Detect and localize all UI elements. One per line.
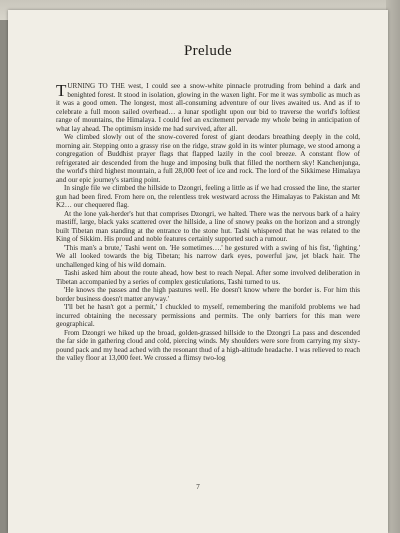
paragraph-2: We climbed slowly out of the snow-covered forest of giant deodars breathing deeply in the cold, morning air. Stepping onto a grassy rise on the ridge, straw gold in its winter plumage, we stood among a congregation of Buddhist prayer flags that flapped lazily in the cool breeze. A constant flow of refrigerated air descended from the huge and imposing bulk that filled the northern sky! Kanchenjunga, the world's third highest mountain, a full 28,000 feet of ice and rock. The lord of the Sikkimese Himalaya and our epic journey's starting point. [56, 133, 360, 184]
chapter-body [56, 82, 360, 482]
paragraph-6: Tashi asked him about the route ahead, how best to reach Nepal. After some involved deliberation in Tibetan accompanied by a series of complex gesticulations, Tashi turned to us. [56, 269, 360, 286]
paragraph-1 [56, 82, 360, 133]
page-number: 7 [196, 483, 200, 491]
paragraph-9: From Dzongri we hiked up the broad, golden-grassed hillside to the Dzongri La pass and descended the far side in gathering cloud and cold, piercing winds. My shoulders were sore from carrying my sixty-pound pack and my head ached with the resonant thud of a high-altitude headache. I was relieved to reach the valley floor at 13,000 feet. We crossed a flimsy two-log [56, 328, 360, 362]
background-edge [386, 0, 400, 533]
paragraph-3: In single file we climbed the hillside to Dzongri, feeling a little as if we had crossed the line, the starter gun had been fired. From here on, the relentless trek westward across the Himalayas to Pakistan and Mt K2… our chequered flag. [56, 184, 360, 209]
paragraph-4: At the lone yak-herder's hut that comprises Dzongri, we halted. There was the nervous bark of a hairy mastiff, large, black yaks scattered over the hillside, a line of snowy peaks on the horizon and a strongly built Tibetan man standing at the entrance to the stone hut. Tashi whispered that he was related to the King of Sikkim. His proud and noble features certainly supported such a rumour. [56, 209, 360, 243]
paragraph-8: 'I'll bet he hasn't got a permit,' I chuckled to myself, remembering the manifold problems we had incurred obtaining the necessary permissions and permits. The only barriers for this man were geographical. [56, 303, 360, 328]
opening-words: URNING TO THE [67, 82, 125, 90]
paragraph-7: 'He knows the passes and the high pastures well. He doesn't know where the border is. For him this border business doesn't matter anyway.' [56, 286, 360, 303]
paragraph-5: 'This man's a brute,' Tashi went on. 'He sometimes….' he gestured with a swing of his fist, 'fighting.' We all looked towards the big Tibetan; his narrow dark eyes, powerful jaw, jet black hair. The unchallenged king of his wild domain. [56, 243, 360, 269]
chapter-title: Prelude [184, 43, 232, 59]
paragraph-1-text: west, I could see a snow-white pinnacle protruding from behind a dark and benighted forest. It stood in isolation, glowing in the waxen light. For me it was symbolic as much as it was a good omen. The longest, most all-consuming adventure of our lives awaited us. And as if to celebrate a full moon sailed overhead… a lunar spotlight upon our bid to traverse the world's loftiest range of mountains, the Himalaya. I could feel an excitement pervade my whole being in anticipation of what lay ahead. The optimism inside me had survived, after all. [56, 82, 360, 133]
book-page [8, 10, 388, 533]
drop-cap: T [56, 82, 67, 100]
